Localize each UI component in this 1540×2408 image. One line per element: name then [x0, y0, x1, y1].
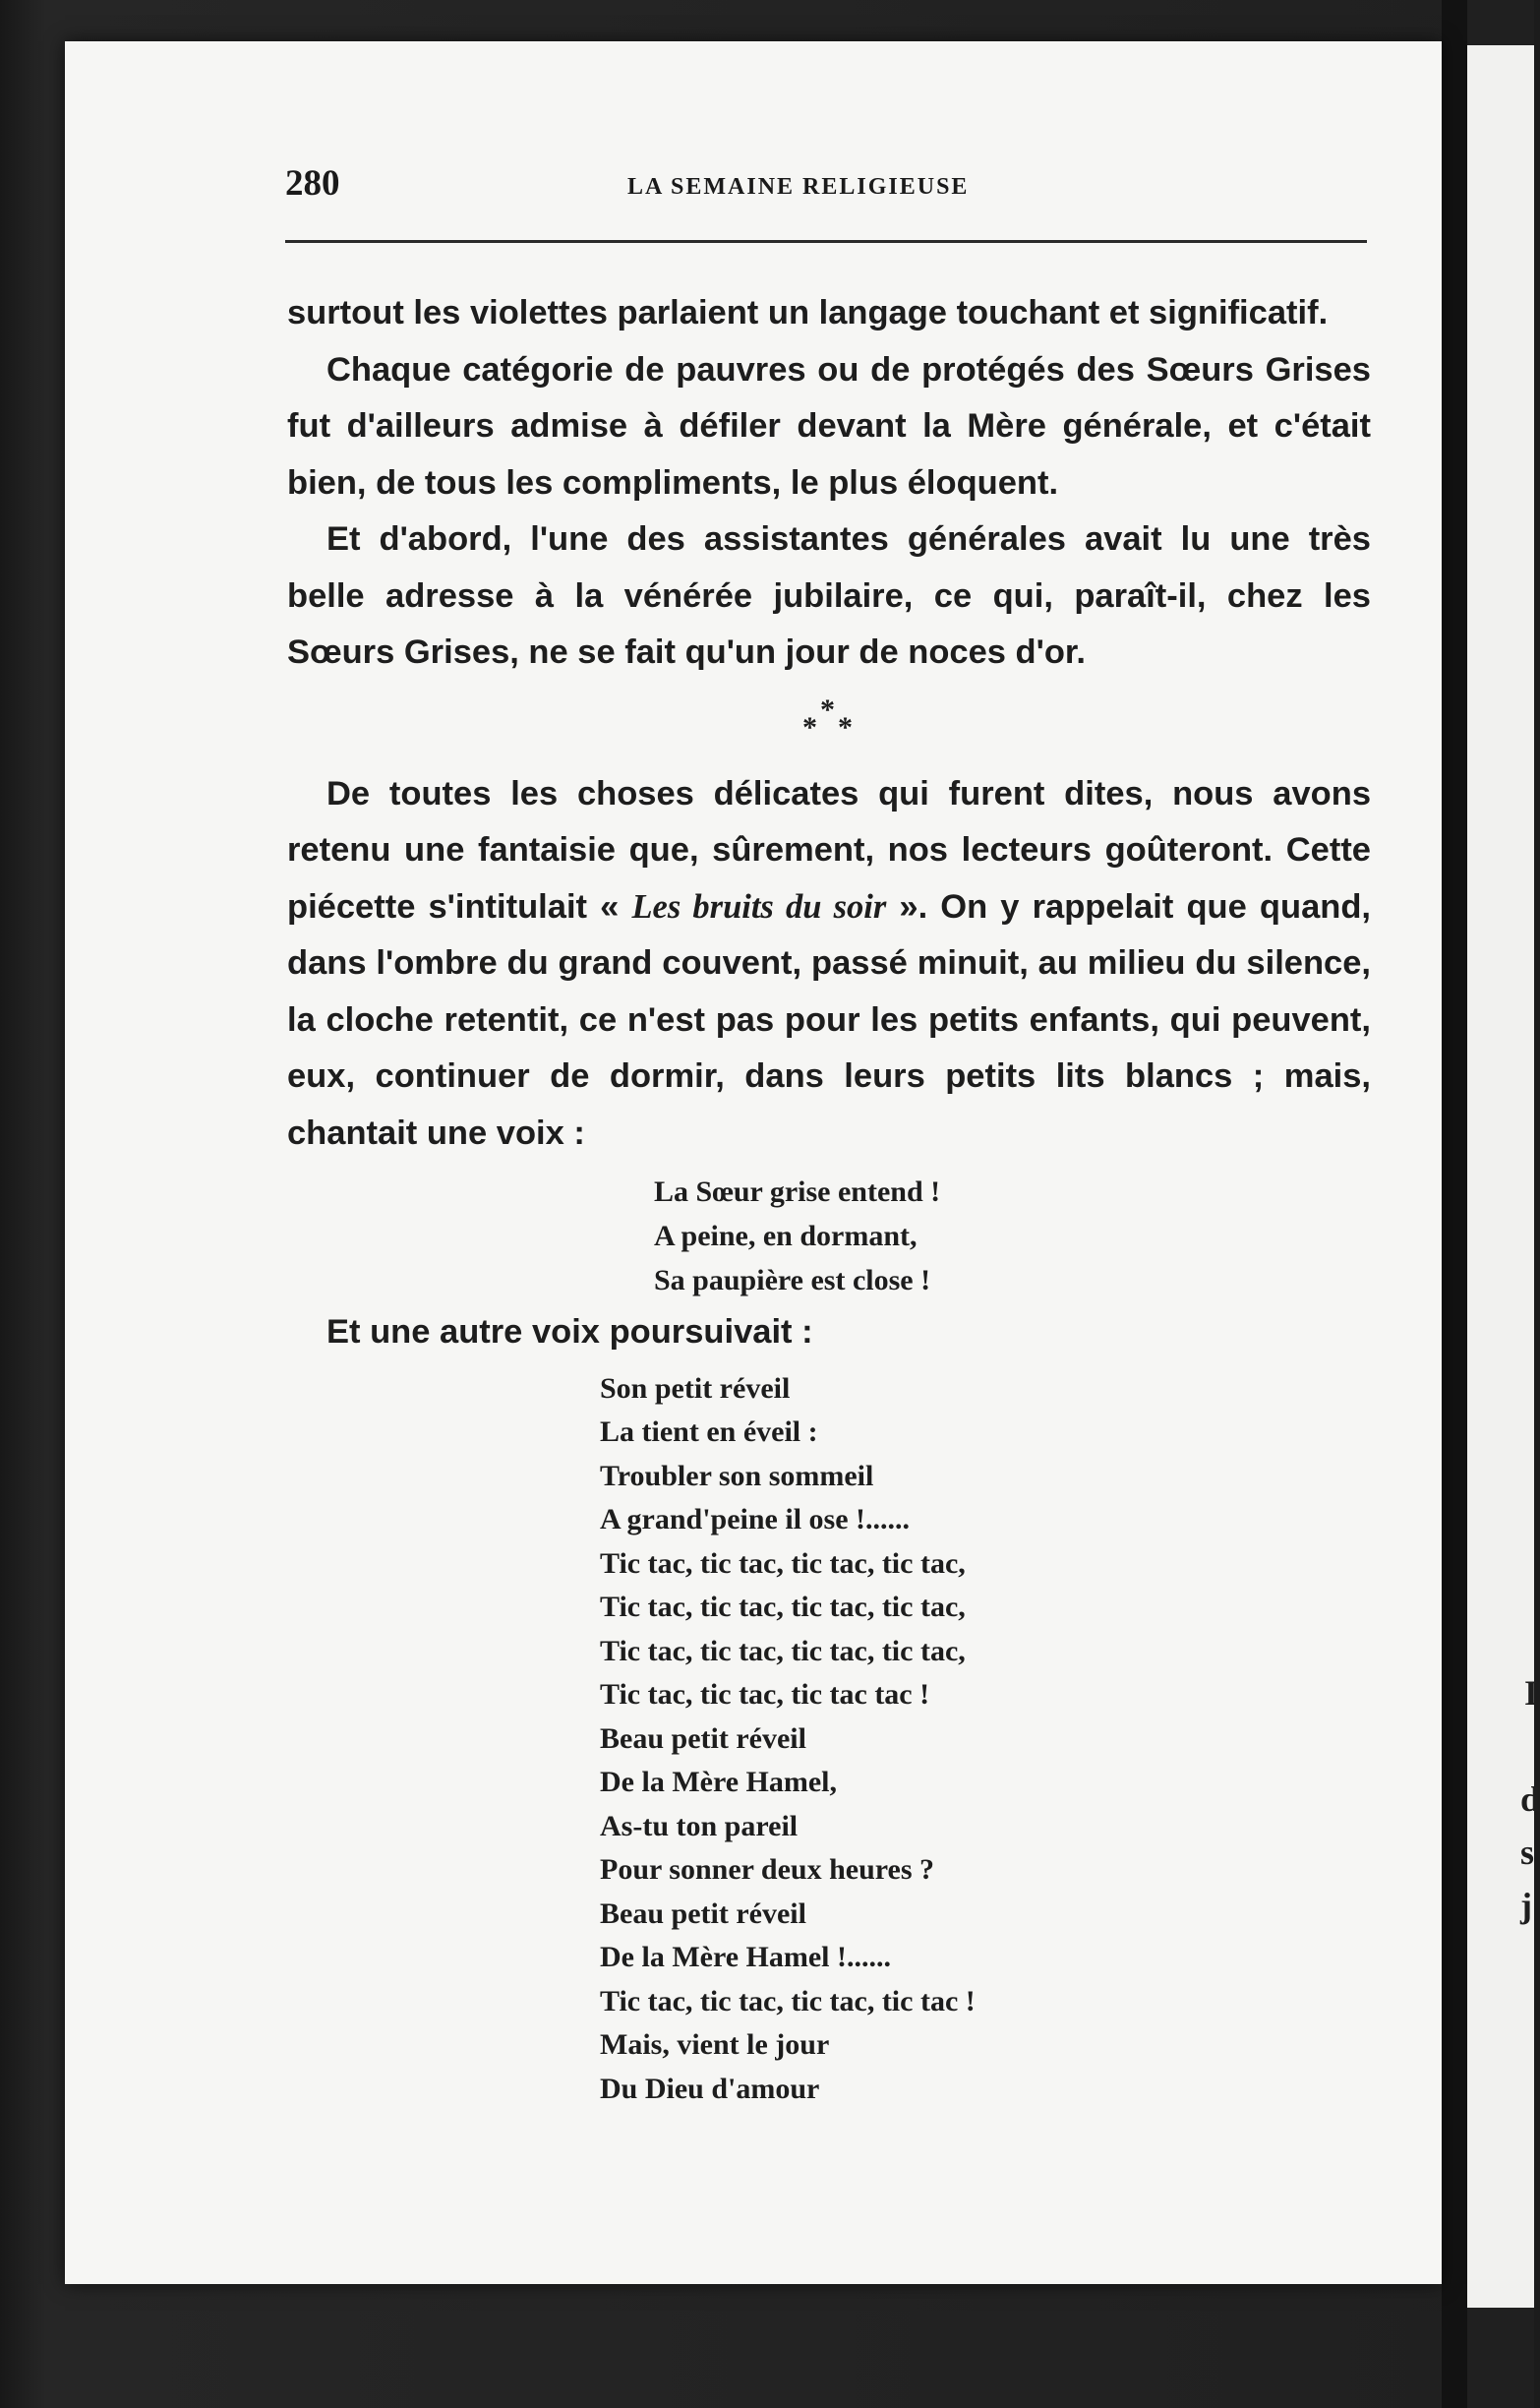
- verse-line: Tic tac, tic tac, tic tac, tic tac !: [600, 1984, 976, 2017]
- verse-line: Tic tac, tic tac, tic tac, tic tac,: [600, 1634, 966, 1667]
- page-body: [287, 285, 1371, 2111]
- verse-line: La tient en éveil :: [600, 1415, 818, 1448]
- verse-line: Mais, vient le jour: [600, 2028, 830, 2061]
- verse-line: Tic tac, tic tac, tic tac tac !: [600, 1678, 930, 1711]
- paragraph: Et une autre voix poursuivait :: [326, 1313, 813, 1351]
- verse-block: [654, 1170, 1371, 1302]
- facing-page-fragment: s: [1520, 1833, 1535, 1872]
- verse-line: La Sœur grise entend !: [654, 1175, 941, 1208]
- verse-block: [600, 1367, 1371, 2112]
- verse-line: Tic tac, tic tac, tic tac, tic tac,: [600, 1591, 966, 1623]
- paragraph: Et d'abord, l'une des assistantes générales avait lu une très belle adresse à la vénérée jubilaire, ce qui, paraît-il, chez les Sœurs Grises, ne se fait qu'un jour de noces d'or.: [287, 520, 1371, 671]
- verse-line: A grand'peine il ose !......: [600, 1503, 911, 1535]
- verse-line: Beau petit réveil: [600, 1721, 806, 1755]
- paragraph: Chaque catégorie de pauvres ou de protégés des Sœurs Grises fut d'ailleurs admise à défiler devant la Mère générale, et c'était bien, de tous les compliments, le plus éloquent.: [287, 350, 1371, 502]
- facing-page-fragment: d: [1520, 1779, 1540, 1819]
- page-number: 280: [285, 163, 340, 204]
- asterism-separator: * * *: [802, 692, 853, 744]
- quoted-title: Les bruits du soir: [631, 887, 887, 926]
- paragraph: surtout les violettes parlaient un langage touchant et significatif.: [287, 294, 1329, 331]
- facing-page-fragment: I: [1524, 1673, 1539, 1713]
- verse-line: De la Mère Hamel,: [600, 1766, 838, 1798]
- paragraph: [287, 766, 1371, 1163]
- facing-page-fragment: j: [1520, 1886, 1532, 1925]
- verse-line: Du Dieu d'amour: [600, 2072, 820, 2105]
- verse-line: Tic tac, tic tac, tic tac, tic tac,: [600, 1546, 966, 1580]
- verse-line: A peine, en dormant,: [654, 1220, 918, 1252]
- verse-line: As-tu ton pareil: [600, 1809, 799, 1842]
- header-rule: [285, 240, 1367, 243]
- facing-page-edge: [1467, 45, 1534, 2308]
- verse-line: Beau petit réveil: [600, 1896, 806, 1930]
- book-spine: [1442, 0, 1467, 2408]
- verse-line: Pour sonner deux heures ?: [600, 1853, 935, 1886]
- verse-line: De la Mère Hamel !......: [600, 1941, 892, 1973]
- verse-line: Son petit réveil: [600, 1371, 791, 1405]
- paragraph-text: De toutes les choses délicates qui furent dites, nous avons retenu une fantaisie que, sûrement, nos lecteurs goûteront. Cette piécette s'intitulait «: [287, 774, 1371, 926]
- verse-line: Troubler son sommeil: [600, 1459, 874, 1492]
- verse-line: Sa paupière est close !: [654, 1264, 931, 1296]
- paragraph-text: ». On y rappelait que quand, dans l'ombre du grand couvent, passé minuit, au milieu du silence, la cloche retentit, ce n'est pas pour les petits enfants, qui peuvent, eux, continuer de dormir, dans leurs petits lits blancs ; mais, chantait une voix :: [287, 887, 1371, 1152]
- running-title: LA SEMAINE RELIGIEUSE: [627, 174, 970, 200]
- page-header: [285, 162, 1367, 211]
